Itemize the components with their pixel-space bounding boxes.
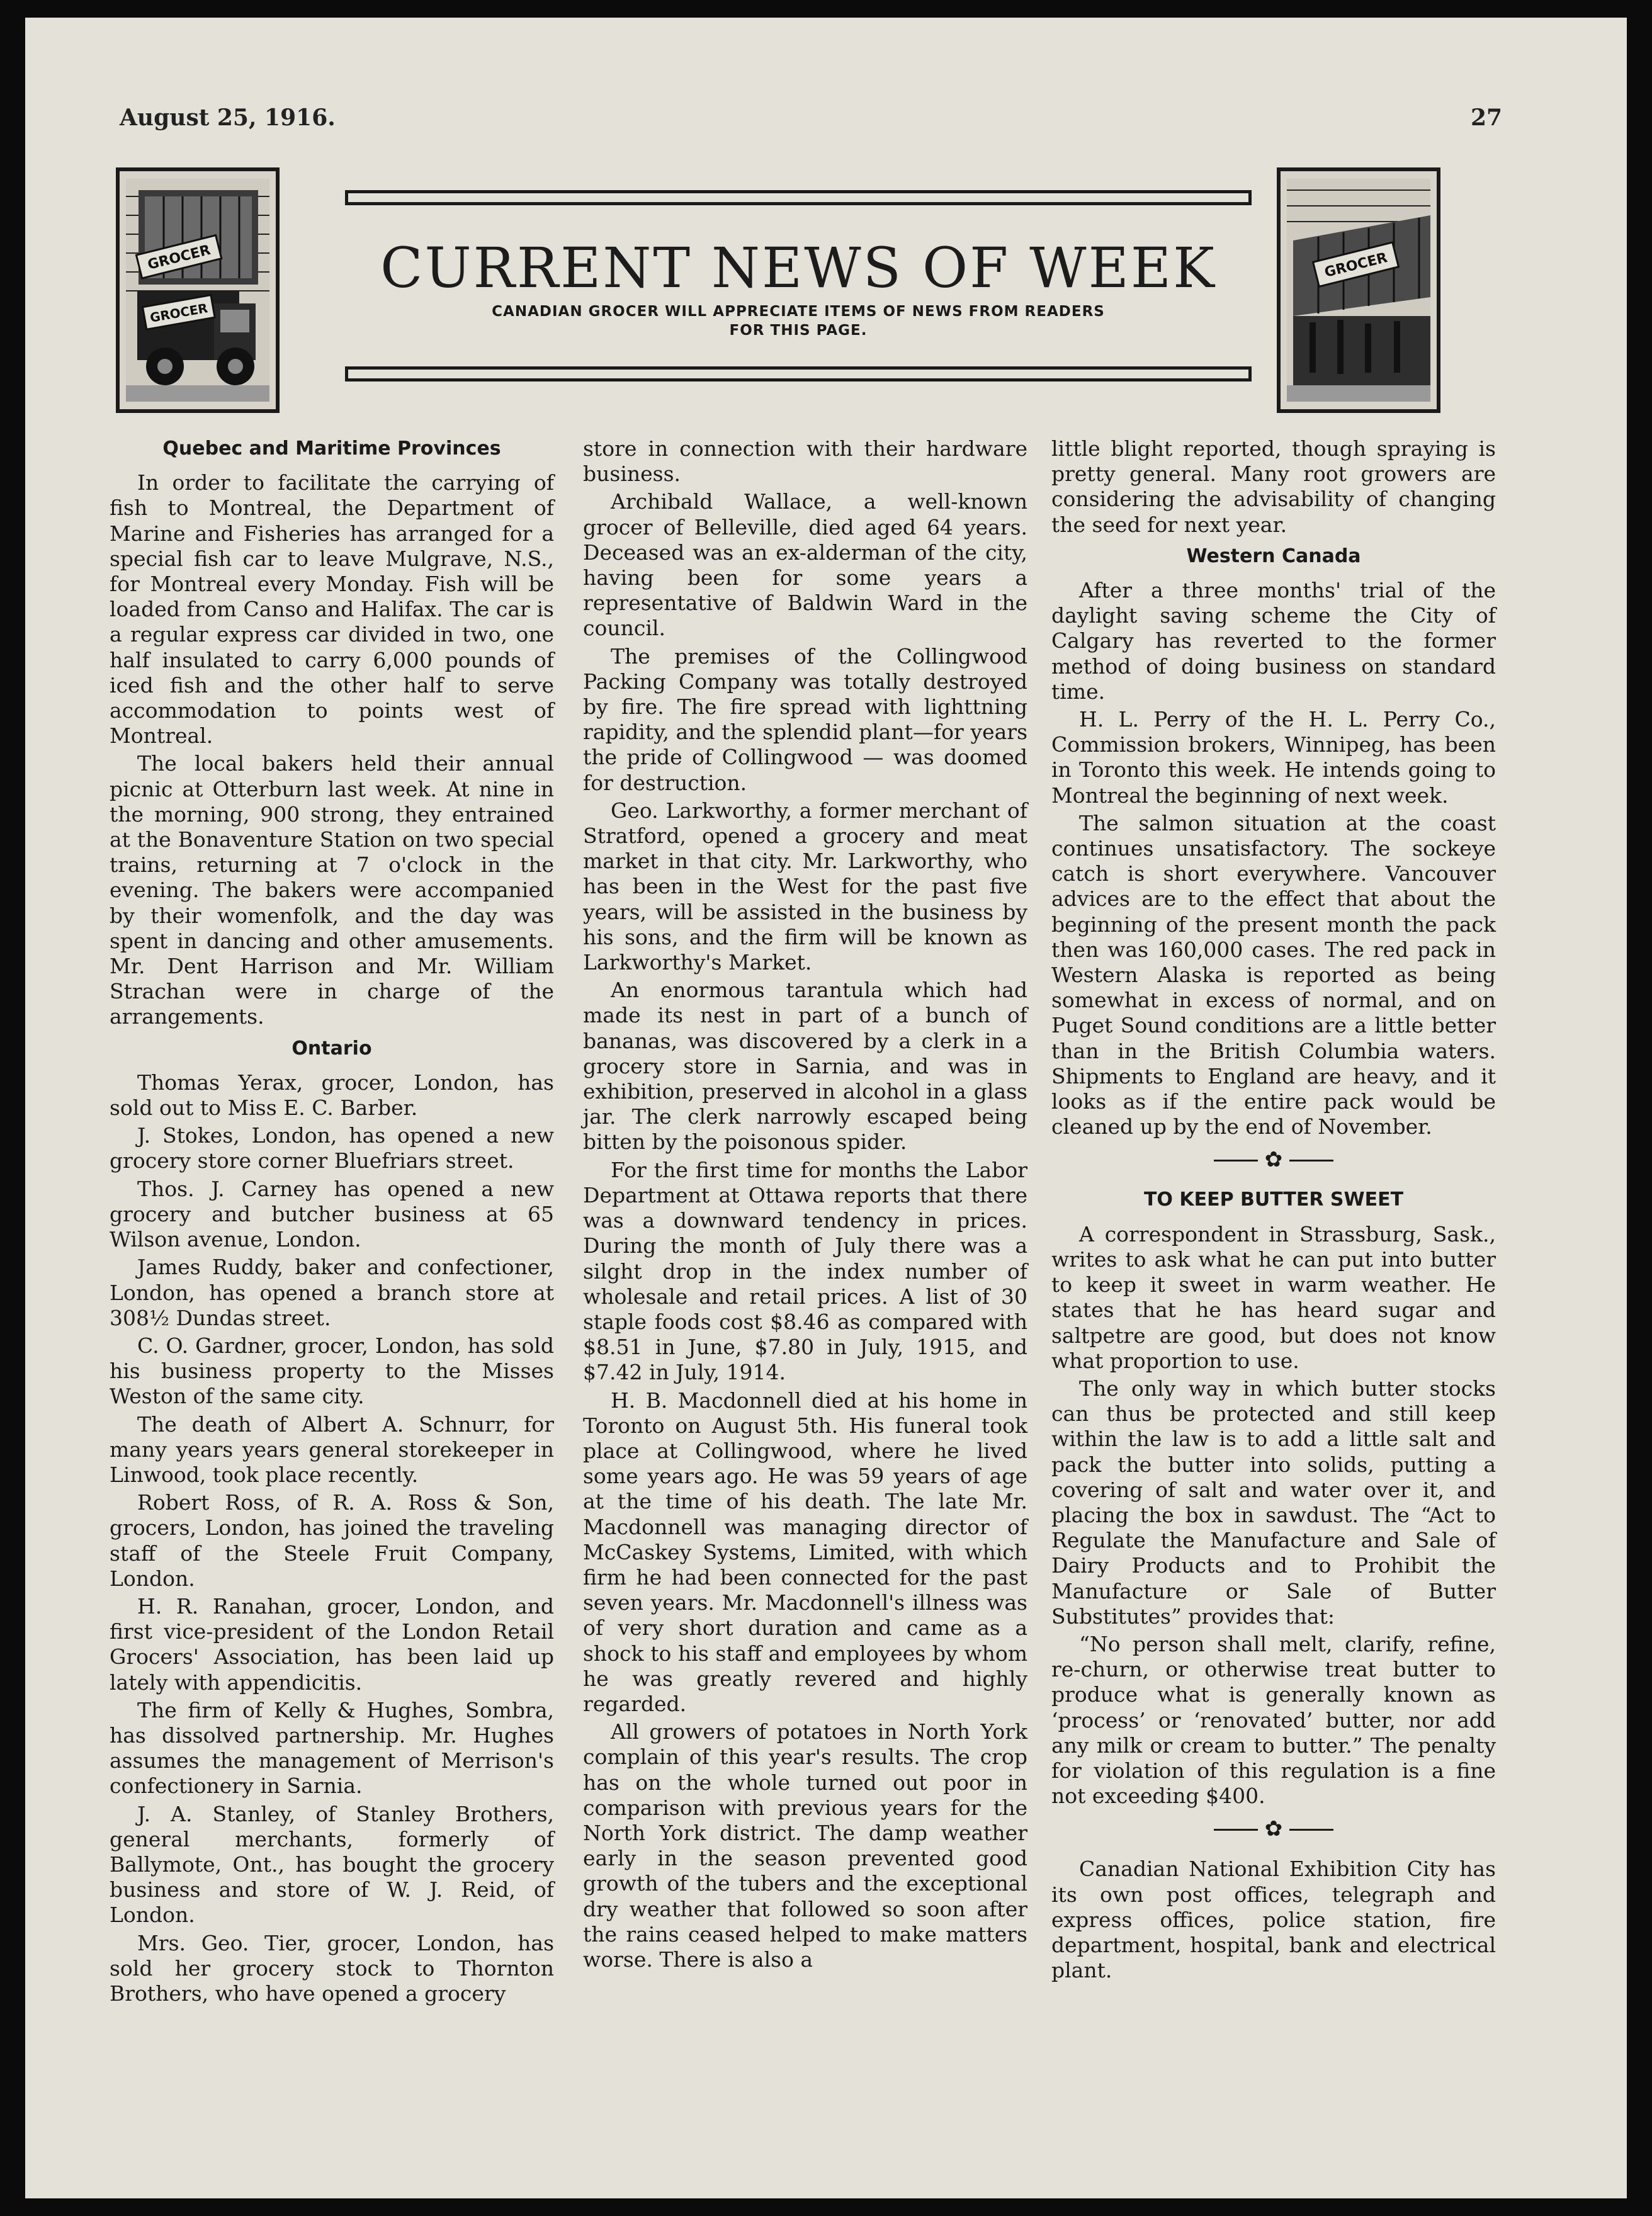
article-column-2 (583, 436, 1027, 1975)
article-column-1 (110, 436, 554, 2009)
paragraph: An enormous tarantula which had made its nest in part of a bunch of bananas, was discovered by a clerk in a grocery store in Sarnia, and was in exhibition, preserved in alcohol in a glass jar. The clerk narrowly escaped being bitten by the poisonous spider. (583, 978, 1027, 1155)
grocer-truck-drawing (120, 171, 276, 409)
paragraph: C. O. Gardner, grocer, London, has sold his business property to the Misses Weston of the same city. (110, 1333, 554, 1409)
paragraph: Geo. Larkworthy, a former merchant of Stratford, opened a grocery and meat market in that city. Mr. Larkworthy, who has been in the West for the past five years, will be assisted in the business by his sons, and the firm will be known as Larkworthy's Market. (583, 798, 1027, 975)
paragraph: J. A. Stanley, of Stanley Brothers, general merchants, formerly of Ballymote, Ont., has bought the grocery business and store of W. J. Reid, of London. (110, 1801, 554, 1928)
page-number: 27 (1471, 105, 1503, 131)
section-divider-ornament (1051, 1816, 1496, 1841)
paragraph: In order to facilitate the carrying of fish to Montreal, the Department of Marine and Fisheries has arranged for a special fish car to leave Mulgrave, N.S., for Montreal every Monday. Fish will be loaded from Canso and Halifax. The car is a regular express car divided in two, one half insulated to carry 6,000 pounds of iced fish and the other half to serve accommodation to points west of Montreal. (110, 470, 554, 749)
paragraph: The firm of Kelly & Hughes, Sombra, has dissolved partnership. Mr. Hughes assumes the management of Merrison's confectionery in Sarnia. (110, 1697, 554, 1799)
paragraph: The premises of the Collingwood Packing Company was totally destroyed by fire. The fire spread with lighttning rapidity, and the splendid plant—for years the pride of Collingwood — was doomed for destruction. (583, 643, 1027, 795)
section-title: CURRENT NEWS OF WEEK (380, 235, 1216, 300)
paragraph: Canadian National Exhibition City has its own post offices, telegraph and express offices, police station, fire department, hospital, bank and electrical plant. (1051, 1857, 1496, 1983)
paragraph: Robert Ross, of R. A. Ross & Son, grocers, London, has joined the traveling staff of the Steele Fruit Company, London. (110, 1490, 554, 1591)
heading-keep-butter-sweet: TO KEEP BUTTER SWEET (1143, 1189, 1404, 1211)
paragraph: James Ruddy, baker and confectioner, London, has opened a branch store at 308½ Dundas street. (110, 1255, 554, 1330)
paragraph-continued: little blight reported, though spraying is pretty general. Many root growers are considering the advisability of changing the seed for next year. (1051, 436, 1496, 537)
article-column-3 (1051, 436, 1496, 1986)
grocer-storefront-illustration (1277, 167, 1440, 413)
paragraph: The salmon situation at the coast continues unsatisfactory. The sockeye catch is short everywhere. Vancouver advices are to the effect that about the beginning of the present month the pack then was 160,000 cases. The red pack in Western Alaska is reported as being somewhat in excess of normal, and on Puget Sound conditions are a little better than in the British Columbia waters. Shipments to England are heavy, and it looks as if the entire pack would be cleaned up by the end of November. (1051, 810, 1496, 1139)
paragraph: For the first time for months the Labor Department at Ottawa reports that there was a downward tendency in prices. During the month of July there was a silght drop in the index number of wholesale and retail prices. A list of 30 staple foods cost $8.46 as compared with $8.51 in June, $7.80 in July, 1915, and $7.42 in July, 1914. (583, 1157, 1027, 1385)
heading-quebec-maritime: Quebec and Maritime Provinces (162, 438, 501, 460)
grocer-truck-illustration (116, 167, 280, 413)
paragraph: H. B. Macdonnell died at his home in Toronto on August 5th. His funeral took place at Collingwood, where he lived some years ago. He was 59 years of age at the time of his death. The late Mr. Macdonnell was managing director of McCaskey Systems, Limited, with which firm he had been connected for the past seven years. Mr. Macdonnell's illness was of very short duration and came as a shock to his staff and employees by whom he was greatly revered and highly regarded. (583, 1388, 1027, 1716)
heading-western-canada: Western Canada (1186, 545, 1361, 567)
paragraph-continued: store in connection with their hardware business. (583, 436, 1027, 487)
paragraph: Thomas Yerax, grocer, London, has sold out to Miss E. C. Barber. (110, 1070, 554, 1121)
paragraph: J. Stokes, London, has opened a new grocery store corner Bluefriars street. (110, 1123, 554, 1173)
subtitle-line-2: FOR THIS PAGE. (729, 322, 868, 339)
paragraph: Thos. J. Carney has opened a new grocery and butcher business at 65 Wilson avenue, London. (110, 1176, 554, 1252)
paragraph: H. L. Perry of the H. L. Perry Co., Commission brokers, Winnipeg, has been in Toronto this week. He intends going to Montreal the beginning of next week. (1051, 707, 1496, 808)
grocer-storefront-drawing (1281, 171, 1437, 409)
issue-date: August 25, 1916. (120, 105, 336, 131)
truck-side-sign: GROCER (149, 300, 209, 325)
flower-ornament-icon: ✿ (1257, 1147, 1290, 1173)
paragraph: Mrs. Geo. Tier, grocer, London, has sold her grocery stock to Thornton Brothers, who have opened a grocery (110, 1930, 554, 2006)
section-subtitle (370, 302, 1226, 340)
magazine-page (25, 18, 1627, 2198)
paragraph: A correspondent in Strassburg, Sask., writes to ask what he can put into butter to keep it sweet in warm weather. He states that he has heard sugar and saltpetre are good, but does not know what proportion to use. (1051, 1221, 1496, 1373)
paragraph: H. R. Ranahan, grocer, London, and first vice-president of the London Retail Grocers' Association, has been laid up lately with appendicitis. (110, 1593, 554, 1695)
paragraph: After a three months' trial of the daylight saving scheme the City of Calgary has reverted to the former method of doing business on standard time. (1051, 578, 1496, 704)
subtitle-line-1: CANADIAN GROCER WILL APPRECIATE ITEMS OF NEWS FROM READERS (492, 303, 1105, 320)
paragraph: Archibald Wallace, a well-known grocer of Belleville, died aged 64 years. Deceased was an ex-alderman of the city, having been for some years a representative of Baldwin Ward in the council. (583, 489, 1027, 641)
paragraph: All growers of potatoes in North York complain of this year's results. The crop has on the whole turned out poor in comparison with previous years for the North York district. The damp weather early in the season prevented good growth of the tubers and the exceptional dry weather that followed so soon after the rains ceased helped to make matters worse. There is also a (583, 1719, 1027, 1972)
banner-bottom-rule (345, 366, 1252, 382)
section-divider-ornament (1051, 1147, 1496, 1172)
section-banner (345, 167, 1252, 413)
storefront-sign: GROCER (1323, 250, 1389, 281)
banner-top-rule (345, 190, 1252, 205)
heading-ontario: Ontario (291, 1037, 372, 1060)
paragraph: The only way in which butter stocks can thus be protected and still keep within the law is to add a little salt and pack the butter into solids, putting a covering of salt and water over it, and placing the box in sawdust. The “Act to Regulate the Manufacture and Sale of Dairy Products and to Prohibit the Manufacture or Sale of Butter Substitutes” provides that: (1051, 1376, 1496, 1629)
flower-ornament-icon: ✿ (1257, 1816, 1290, 1842)
paragraph: “No person shall melt, clarify, refine, re-churn, or otherwise treat butter to produce what is generally known as ‘process’ or ‘renovated’ butter, nor add any milk or cream to butter.” The penalty for violation of this regulation is a fine not exceeding $400. (1051, 1631, 1496, 1809)
paragraph: The local bakers held their annual picnic at Otterburn last week. At nine in the morning, 900 strong, they entrained at the Bonaventure Station on two special trains, returning at 7 o'clock in the evening. The bakers were accompanied by their womenfolk, and the day was spent in dancing and other amusements. Mr. Dent Harrison and Mr. William Strachan were in charge of the arrangements. (110, 751, 554, 1029)
truck-awning-sign: GROCER (146, 242, 212, 273)
paragraph: The death of Albert A. Schnurr, for many years years general storekeeper in Linwood, took place recently. (110, 1411, 554, 1487)
